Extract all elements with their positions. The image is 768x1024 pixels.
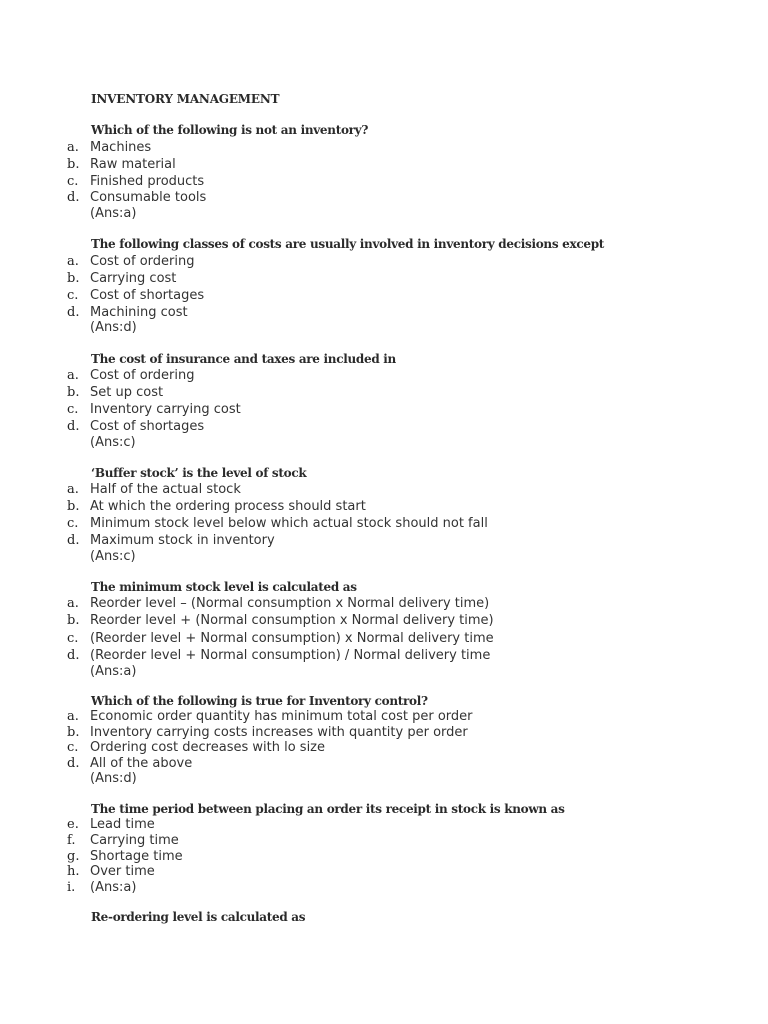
option-text: Carrying time [90, 833, 179, 848]
option-text: All of the above [90, 756, 193, 771]
option-marker: i. [67, 880, 76, 895]
option-text: Cost of ordering [90, 368, 195, 383]
option-marker: a. [67, 709, 79, 724]
option-marker: b. [67, 613, 80, 628]
question-text: The time period between placing an order its receipt in stock is known as [91, 802, 565, 816]
option-text: Inventory carrying cost [90, 402, 241, 417]
option-text: Shortage time [90, 849, 183, 864]
option-marker: c. [67, 288, 79, 303]
option-marker: a. [67, 140, 79, 155]
option-item [0, 190, 768, 207]
question-text: Which of the following is not an inventory? [91, 123, 369, 137]
option-item [0, 631, 768, 648]
option-text: Cost of shortages [90, 419, 205, 434]
option-item [0, 271, 768, 288]
option-item [0, 709, 768, 726]
option-item [0, 864, 768, 881]
option-item [0, 613, 768, 630]
option-text: Machining cost [90, 305, 188, 320]
option-item [0, 833, 768, 850]
option-marker: d. [67, 648, 80, 663]
option-text: Cost of shortages [90, 288, 205, 303]
option-text: Economic order quantity has minimum total cost per order [90, 709, 473, 724]
option-marker: a. [67, 254, 79, 269]
option-marker: c. [67, 174, 79, 189]
option-text: (Reorder level + Normal consumption) / Normal delivery time [90, 648, 491, 663]
option-item [0, 254, 768, 271]
option-text: At which the ordering process should start [90, 499, 366, 514]
option-item [0, 648, 768, 665]
option-text: Carrying cost [90, 271, 177, 286]
answer-text: (Ans:a) [90, 664, 137, 679]
option-text: Inventory carrying costs increases with quantity per order [90, 725, 468, 740]
option-marker: c. [67, 516, 79, 531]
option-text: Machines [90, 140, 152, 155]
option-item [0, 140, 768, 157]
option-text: Maximum stock in inventory [90, 533, 275, 548]
option-marker: c. [67, 402, 79, 417]
document-title: INVENTORY MANAGEMENT [91, 92, 280, 106]
option-item [0, 402, 768, 419]
option-marker: d. [67, 533, 80, 548]
option-text: Raw material [90, 157, 176, 172]
option-item [0, 817, 768, 834]
option-item [0, 174, 768, 191]
option-text: Consumable tools [90, 190, 207, 205]
answer-text: (Ans:d) [90, 320, 137, 335]
option-text: Minimum stock level below which actual stock should not fall [90, 516, 488, 531]
option-marker: b. [67, 499, 80, 514]
option-item [0, 157, 768, 174]
option-item [0, 740, 768, 757]
option-marker: d. [67, 756, 80, 771]
option-marker: b. [67, 271, 80, 286]
question-text: The following classes of costs are usually involved in inventory decisions except [91, 237, 605, 251]
option-marker: d. [67, 419, 80, 434]
option-marker: g. [67, 849, 80, 864]
answer-text: (Ans:c) [90, 435, 136, 450]
option-text: Half of the actual stock [90, 482, 241, 497]
option-text: Reorder level + (Normal consumption x Normal delivery time) [90, 613, 494, 628]
option-marker: a. [67, 368, 79, 383]
option-item [0, 499, 768, 516]
answer-text: (Ans:d) [90, 771, 137, 786]
question-text: The cost of insurance and taxes are included in [91, 352, 396, 366]
option-marker: d. [67, 305, 80, 320]
option-marker: c. [67, 740, 79, 755]
option-item [0, 516, 768, 533]
option-marker: a. [67, 482, 79, 497]
question-text: The minimum stock level is calculated as [91, 580, 357, 594]
option-item [0, 596, 768, 613]
option-item [0, 288, 768, 305]
option-item [0, 368, 768, 385]
option-item [0, 482, 768, 499]
option-item [0, 533, 768, 550]
option-marker: f. [67, 833, 76, 848]
option-marker: c. [67, 631, 79, 646]
option-marker: e. [67, 817, 79, 832]
option-marker: a. [67, 596, 79, 611]
option-text: Ordering cost decreases with lo size [90, 740, 325, 755]
option-marker: b. [67, 385, 80, 400]
option-marker: b. [67, 725, 80, 740]
answer-text: (Ans:c) [90, 549, 136, 564]
question-text: Re-ordering level is calculated as [91, 910, 306, 924]
option-text: Over time [90, 864, 155, 879]
option-text: (Reorder level + Normal consumption) x Normal delivery time [90, 631, 494, 646]
option-text: Cost of ordering [90, 254, 195, 269]
option-marker: d. [67, 190, 80, 205]
option-text: Finished products [90, 174, 205, 189]
question-text: ‘Buffer stock’ is the level of stock [91, 466, 307, 480]
option-marker: h. [67, 864, 80, 879]
answer-text: (Ans:a) [90, 206, 137, 221]
option-item [0, 880, 768, 897]
option-text: Set up cost [90, 385, 164, 400]
option-text: Reorder level – (Normal consumption x Normal delivery time) [90, 596, 490, 611]
option-marker: b. [67, 157, 80, 172]
question-text: Which of the following is true for Inventory control? [91, 694, 428, 708]
option-item [0, 419, 768, 436]
option-text: Lead time [90, 817, 155, 832]
option-text: (Ans:a) [90, 880, 137, 895]
option-item [0, 385, 768, 402]
